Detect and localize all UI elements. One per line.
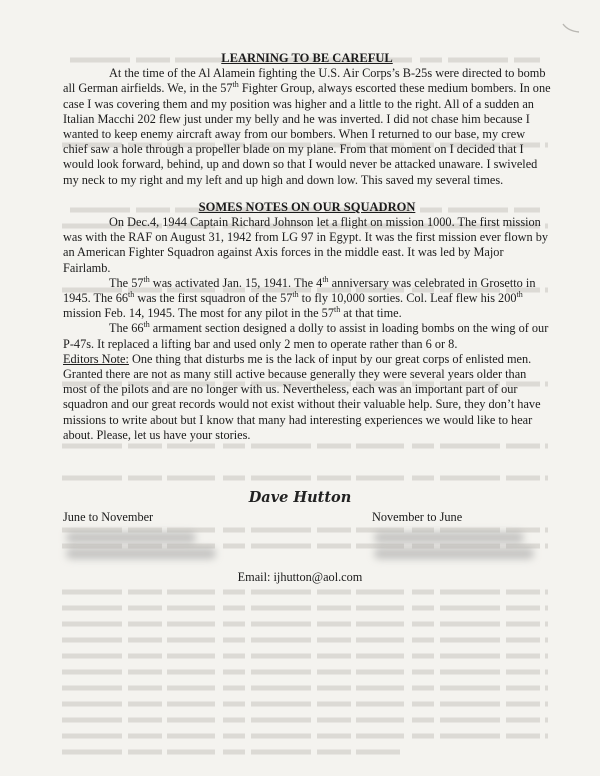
left-address-label: June to November xyxy=(63,510,154,524)
learning-paragraph-text: At the time of the Al Alamein fighting the U.S. Air Corps’s B-25s were directed to bomb all German airfields. We, in the 57th Fighter Group, always escorted these medium bombers. In one case I was covering them and my position was higher and a little to the right. All of a sudden an Italian Macchi 202 flew just under my belly and he was inverted. I did not chase him because I wanted to keep enemy aircraft away from our bombers. When I returned to our base, my crew chief saw a hole through a propeller blade on my plane. From that moment on I decided that I would look forward, behind, up and down so that I would never be attacked unaware. I swiveled my neck to my right and my left and up high and down low. This saved my several times. xyxy=(63,66,551,187)
notes-paragraph-2: The 57th was activated Jan. 15, 1941. The 4th anniversary was celebrated in Grosetto in 1945. The 66th was the first squadron of the 57th to fly 10,000 sorties. Col. Leaf flew his 200th mission Feb. 14, 1945. The most for any pilot in the 57th at that time. xyxy=(63,274,536,321)
notes-paragraph-3: The 66th armament section designed a dolly to assist in loading bombs on the wing of our P-47s. It replaced a lifting bar and used only 2 men to operate rather than 6 or 8. xyxy=(63,320,549,351)
learning-paragraph xyxy=(63,66,551,188)
email-line: Email: ijhutton@aol.com xyxy=(237,570,363,584)
editors-note xyxy=(63,352,551,443)
editors-note-label: Editors Note: xyxy=(63,351,129,366)
notes-paragraph-1: On Dec.4, 1944 Captain Richard Johnson let a flight on mission 1000. The first mission was with the RAF on August 31, 1942 from LG 97 in Egypt. It was the first mission ever flown by an American Fighter Squadron against Axis forces in the middle east. It was led by Major Fairlamb. xyxy=(63,215,549,275)
right-address-label: November to June xyxy=(372,510,463,524)
signature: Dave Hutton xyxy=(248,489,352,506)
article-body xyxy=(63,51,551,443)
corner-scan-mark xyxy=(562,22,580,34)
section-heading-notes: SOMES NOTES ON OUR SQUADRON xyxy=(198,199,416,214)
editors-note-text: One thing that disturbs me is the lack of input by our great corps of enlisted men. Granted there are not as many still active because generally they were several years older than most of the pilots and are no longer with us. Nevertheless, each was an important part of our squadron and our great records would not exist without their valuable help. Sure, they don’t have missions to write about but I know that many had interesting experiences we would like to hear about. Please, let us have your stories. xyxy=(63,351,541,442)
section-heading-learning: LEARNING TO BE CAREFUL xyxy=(221,51,393,65)
